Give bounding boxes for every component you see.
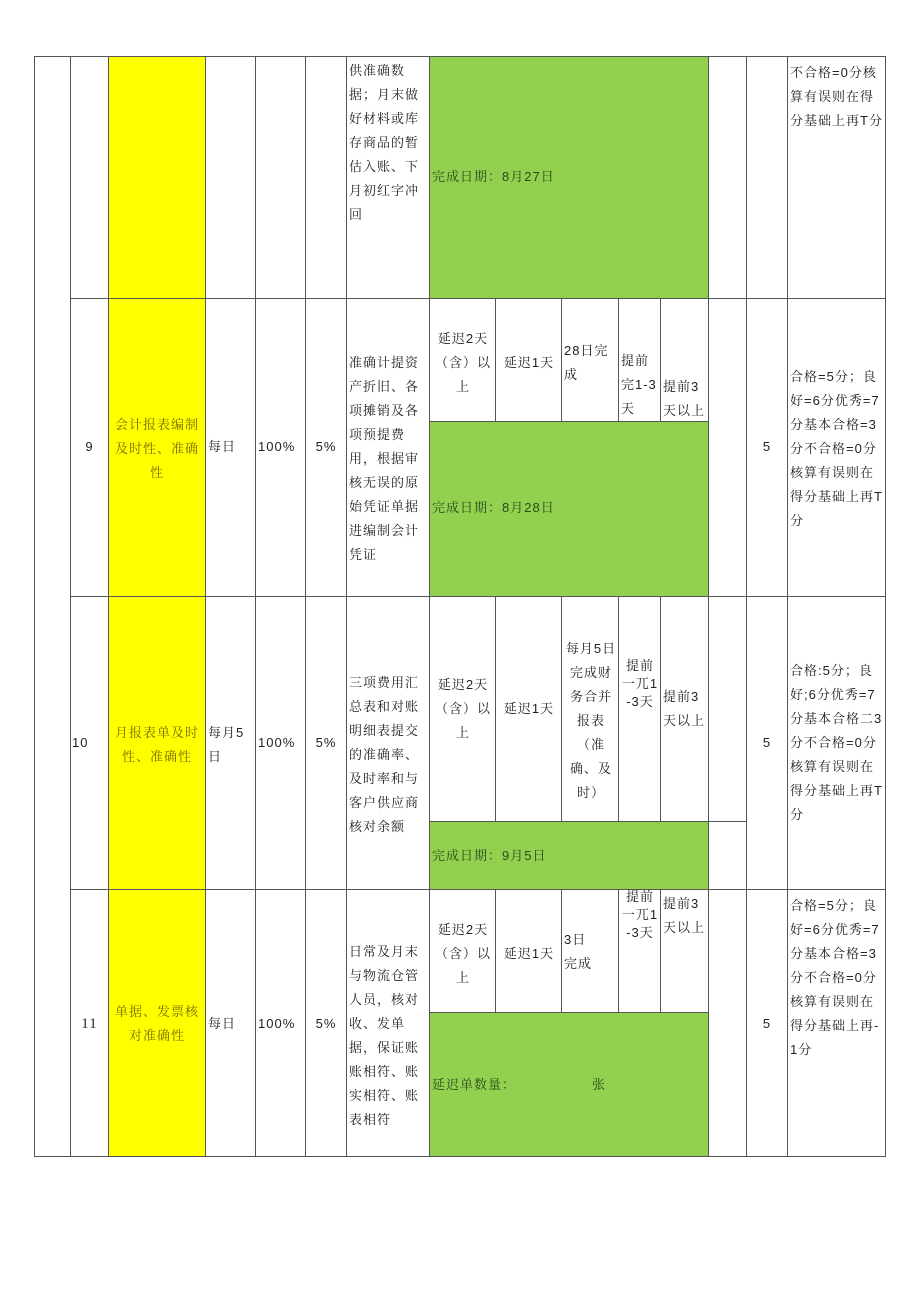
scoring-rule-cell <box>787 596 886 890</box>
grade-label: 延迟1天 <box>503 355 555 370</box>
grade-label: 延迟2天（含）以上 <box>434 331 491 394</box>
blank-cell <box>708 889 747 1157</box>
grade-cell <box>660 889 709 1013</box>
weight-cell <box>305 889 347 1157</box>
grade-label: 延迟2天（含）以上 <box>434 922 491 985</box>
grade-label: 提前完1-3天 <box>621 353 657 416</box>
grade-cell <box>660 298 709 422</box>
completion-date: 完成日期：8月28日 <box>432 500 555 515</box>
grade-cell <box>561 596 619 822</box>
grade-cell <box>660 596 709 822</box>
frequency: 每日 <box>208 1016 237 1031</box>
scoring-rule-text: 合格=5分；良好=6分优秀=7分基本合格=3分不合格=0分核算有误则在得分基础上再-1分 <box>790 898 880 1057</box>
blank-cell <box>708 56 747 299</box>
grade-cell <box>495 596 562 822</box>
description-cell <box>346 56 430 299</box>
row-number-cell <box>70 889 109 1157</box>
weight-value: 5% <box>315 735 337 750</box>
grade-cell <box>561 298 619 422</box>
description-text: 准确计提资产折旧、各项摊销及各项预提费用，根据审核无误的原始凭证单据进编制会计凭证 <box>349 355 420 562</box>
scoring-rule-cell <box>787 56 886 299</box>
row-number: 9 <box>85 439 94 454</box>
description-cell <box>346 298 430 597</box>
grade-cell <box>429 298 496 422</box>
grade-label: 提前3天以上 <box>663 379 706 418</box>
completion-date-cell <box>429 56 709 299</box>
grade-cell <box>618 889 661 1013</box>
completion-date: 完成日期：9月5日 <box>432 848 547 863</box>
frequency: 每日 <box>208 439 237 454</box>
description-text: 供准确数据；月末做好材料或库存商品的暂估入账、下月初红字冲回 <box>349 63 420 222</box>
grade-label: 提前一兀1-3天 <box>621 889 659 940</box>
grade-label: 延迟1天 <box>503 946 555 961</box>
target-value: 100% <box>258 439 296 454</box>
target-cell <box>255 596 306 890</box>
row-number-cell <box>70 298 109 597</box>
grade-cell <box>429 596 496 822</box>
description-text: 日常及月末与物流仓管人员，核对收、发单据，保证账账相符、账实相符、账表相符 <box>349 944 420 1127</box>
target-cell <box>255 298 306 597</box>
weight-cell <box>305 596 347 890</box>
scoring-rule-text: 不合格=0分核算有误则在得分基础上再T分 <box>790 65 883 128</box>
score-value: 5 <box>762 1016 772 1031</box>
blank-cell <box>708 596 747 822</box>
completion-date-cell <box>429 1012 709 1157</box>
grade-label: 28日完成 <box>564 343 609 382</box>
blank-cell <box>708 298 747 597</box>
target-cell <box>255 889 306 1157</box>
weight-cell <box>305 298 347 597</box>
weight-value: 5% <box>315 1016 337 1031</box>
scoring-rule-cell <box>787 889 886 1157</box>
weight-cell <box>305 56 347 299</box>
scoring-rule-text: 合格=5分；良好=6分优秀=7分基本合格=3分不合格=0分核算有误则在得分基础上再T分 <box>790 369 883 528</box>
grade-cell <box>429 889 496 1013</box>
completion-date-cell <box>429 421 709 597</box>
score-cell <box>746 596 788 890</box>
row-number: 11 <box>81 1016 98 1032</box>
late-slip-count-label: 延迟单数量： <box>432 1077 517 1092</box>
frequency-cell <box>205 298 256 597</box>
grade-label: 3日完成 <box>564 932 593 971</box>
score-cell <box>746 298 788 597</box>
frequency: 每月5日 <box>208 725 245 764</box>
description-cell <box>346 889 430 1157</box>
completion-date-cell <box>429 821 709 890</box>
grade-cell <box>561 889 619 1013</box>
score-cell <box>746 889 788 1157</box>
grade-label: 提前3天以上 <box>663 689 706 728</box>
description-cell <box>346 596 430 890</box>
item-cell <box>108 596 206 890</box>
scoring-rule-text: 合格:5分；良好;6分优秀=7分基本合格二3分不合格=0分核算有误则在得分基础上再T分 <box>790 663 883 822</box>
item-name: 月报表单及时性、准确性 <box>114 725 199 764</box>
blank-cell <box>708 821 747 890</box>
row-number-cell <box>70 56 109 299</box>
item-cell <box>108 889 206 1157</box>
frequency-cell <box>205 596 256 890</box>
completion-date: 完成日期：8月27日 <box>432 169 555 184</box>
outer-column-cell <box>34 56 71 1157</box>
performance-table <box>34 56 886 1157</box>
description-text: 三项费用汇总表和对账明细表提交的准确率、及时率和与客户供应商核对余额 <box>349 675 420 834</box>
target-value: 100% <box>258 1016 296 1031</box>
frequency-cell <box>205 889 256 1157</box>
item-name: 会计报表编制及时性、准确性 <box>114 417 199 480</box>
grade-cell <box>618 596 661 822</box>
late-slip-count-unit: 张 <box>592 1077 607 1092</box>
grade-label: 延迟2天（含）以上 <box>434 677 491 740</box>
item-name: 单据、发票核对准确性 <box>114 1004 199 1043</box>
row-number-cell <box>70 596 109 890</box>
grade-cell <box>495 298 562 422</box>
target-cell <box>255 56 306 299</box>
grade-label: 延迟1天 <box>503 701 555 716</box>
weight-value: 5% <box>315 439 337 454</box>
grade-label: 提前一兀1-3天 <box>621 658 659 709</box>
grade-label: 提前3天以上 <box>663 896 706 935</box>
score-cell <box>746 56 788 299</box>
item-cell <box>108 298 206 597</box>
grade-label: 每月5日完成财务合并报表（准确、及时） <box>565 641 617 800</box>
score-value: 5 <box>762 439 772 454</box>
row-number: 10 <box>72 735 89 750</box>
item-cell <box>108 56 206 299</box>
frequency-cell <box>205 56 256 299</box>
scoring-rule-cell <box>787 298 886 597</box>
score-value: 5 <box>762 735 772 750</box>
grade-cell <box>618 298 661 422</box>
grade-cell <box>495 889 562 1013</box>
target-value: 100% <box>258 735 296 750</box>
